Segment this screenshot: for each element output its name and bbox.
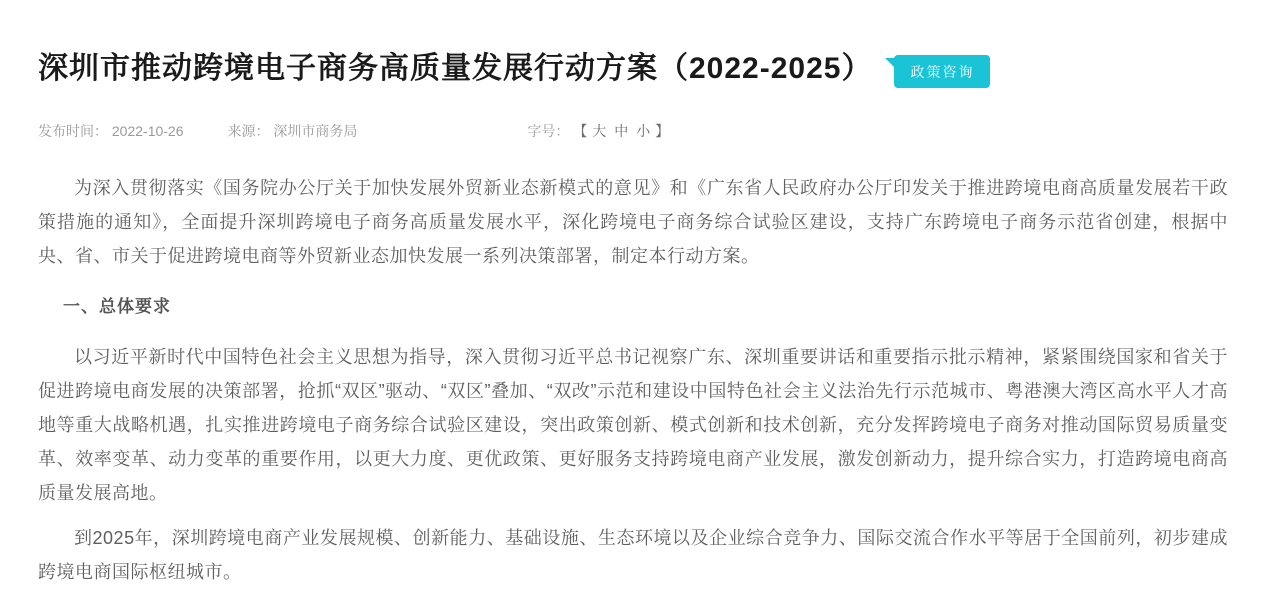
font-size-control xyxy=(527,121,671,141)
goal-2025-paragraph: 到2025年，深圳跨境电商产业发展规模、创新能力、基础设施、生态环境以及企业综合竞争力、国际交流合作水平等居于全国前列，初步建成跨境电商国际枢纽城市。 xyxy=(38,528,1228,582)
intro-paragraph: 为深入贯彻落实《国务院办公厅关于加快发展外贸新业态新模式的意见》和《广东省人民政府办公厅印发关于推进跨境电商高质量发展若干政策措施的通知》，全面提升深圳跨境电子商务高质量发展水平，深化跨境电子商务综合试验区建设，支持广东跨境电子商务示范省创建，根据中央、省、市关于促进跨境电商等外贸新业态加快发展一系列决策部署，制定本行动方案。 xyxy=(38,178,1228,266)
article-body xyxy=(38,171,1228,589)
publish-time xyxy=(38,121,184,141)
bracket-close: 】 xyxy=(655,123,672,139)
bracket-open: 【 xyxy=(573,123,590,139)
font-size-small-button[interactable]: 小 xyxy=(636,123,653,139)
page-title: 深圳市推动跨境电子商务高质量发展行动方案（2022-2025） xyxy=(38,52,873,85)
source-label: 来源： xyxy=(227,123,270,139)
source-value: 深圳市商务局 xyxy=(273,123,358,139)
publish-time-value: 2022-10-26 xyxy=(111,123,184,139)
meta-row xyxy=(38,121,1228,141)
guiding-ideology-paragraph: 以习近平新时代中国特色社会主义思想为指导，深入贯彻习近平总书记视察广东、深圳重要讲话和重要指示批示精神，紧紧围绕国家和省关于促进跨境电商发展的决策部署，抢抓“双区”驱动、“双区”叠加、“双改”示范和建设中国特色社会主义法治先行示范城市、粤港澳大湾区高水平人才高地等重大战略机遇，扎实推进跨境电子商务综合试验区建设，突出政策创新、模式创新和技术创新，充分发挥跨境电子商务对推动国际贸易质量变革、效率变革、动力变革的重要作用，以更大力度、更优政策、更好服务支持跨境电商产业发展，激发创新动力，提升综合实力，打造跨境电商高质量发展高地。 xyxy=(38,347,1228,503)
policy-consult-badge[interactable] xyxy=(894,55,990,88)
font-size-label: 字号： xyxy=(527,123,570,139)
font-size-large-button[interactable]: 大 xyxy=(592,123,609,139)
section-heading-overall-requirements: 一、总体要求 xyxy=(63,297,171,316)
font-size-medium-button[interactable]: 中 xyxy=(614,123,631,139)
badge-label: 政策咨询 xyxy=(910,64,975,80)
badge-tail-icon xyxy=(885,58,896,69)
publish-time-label: 发布时间： xyxy=(38,123,108,139)
title-row xyxy=(38,50,1228,88)
source xyxy=(228,121,358,141)
font-size-options xyxy=(573,123,671,139)
